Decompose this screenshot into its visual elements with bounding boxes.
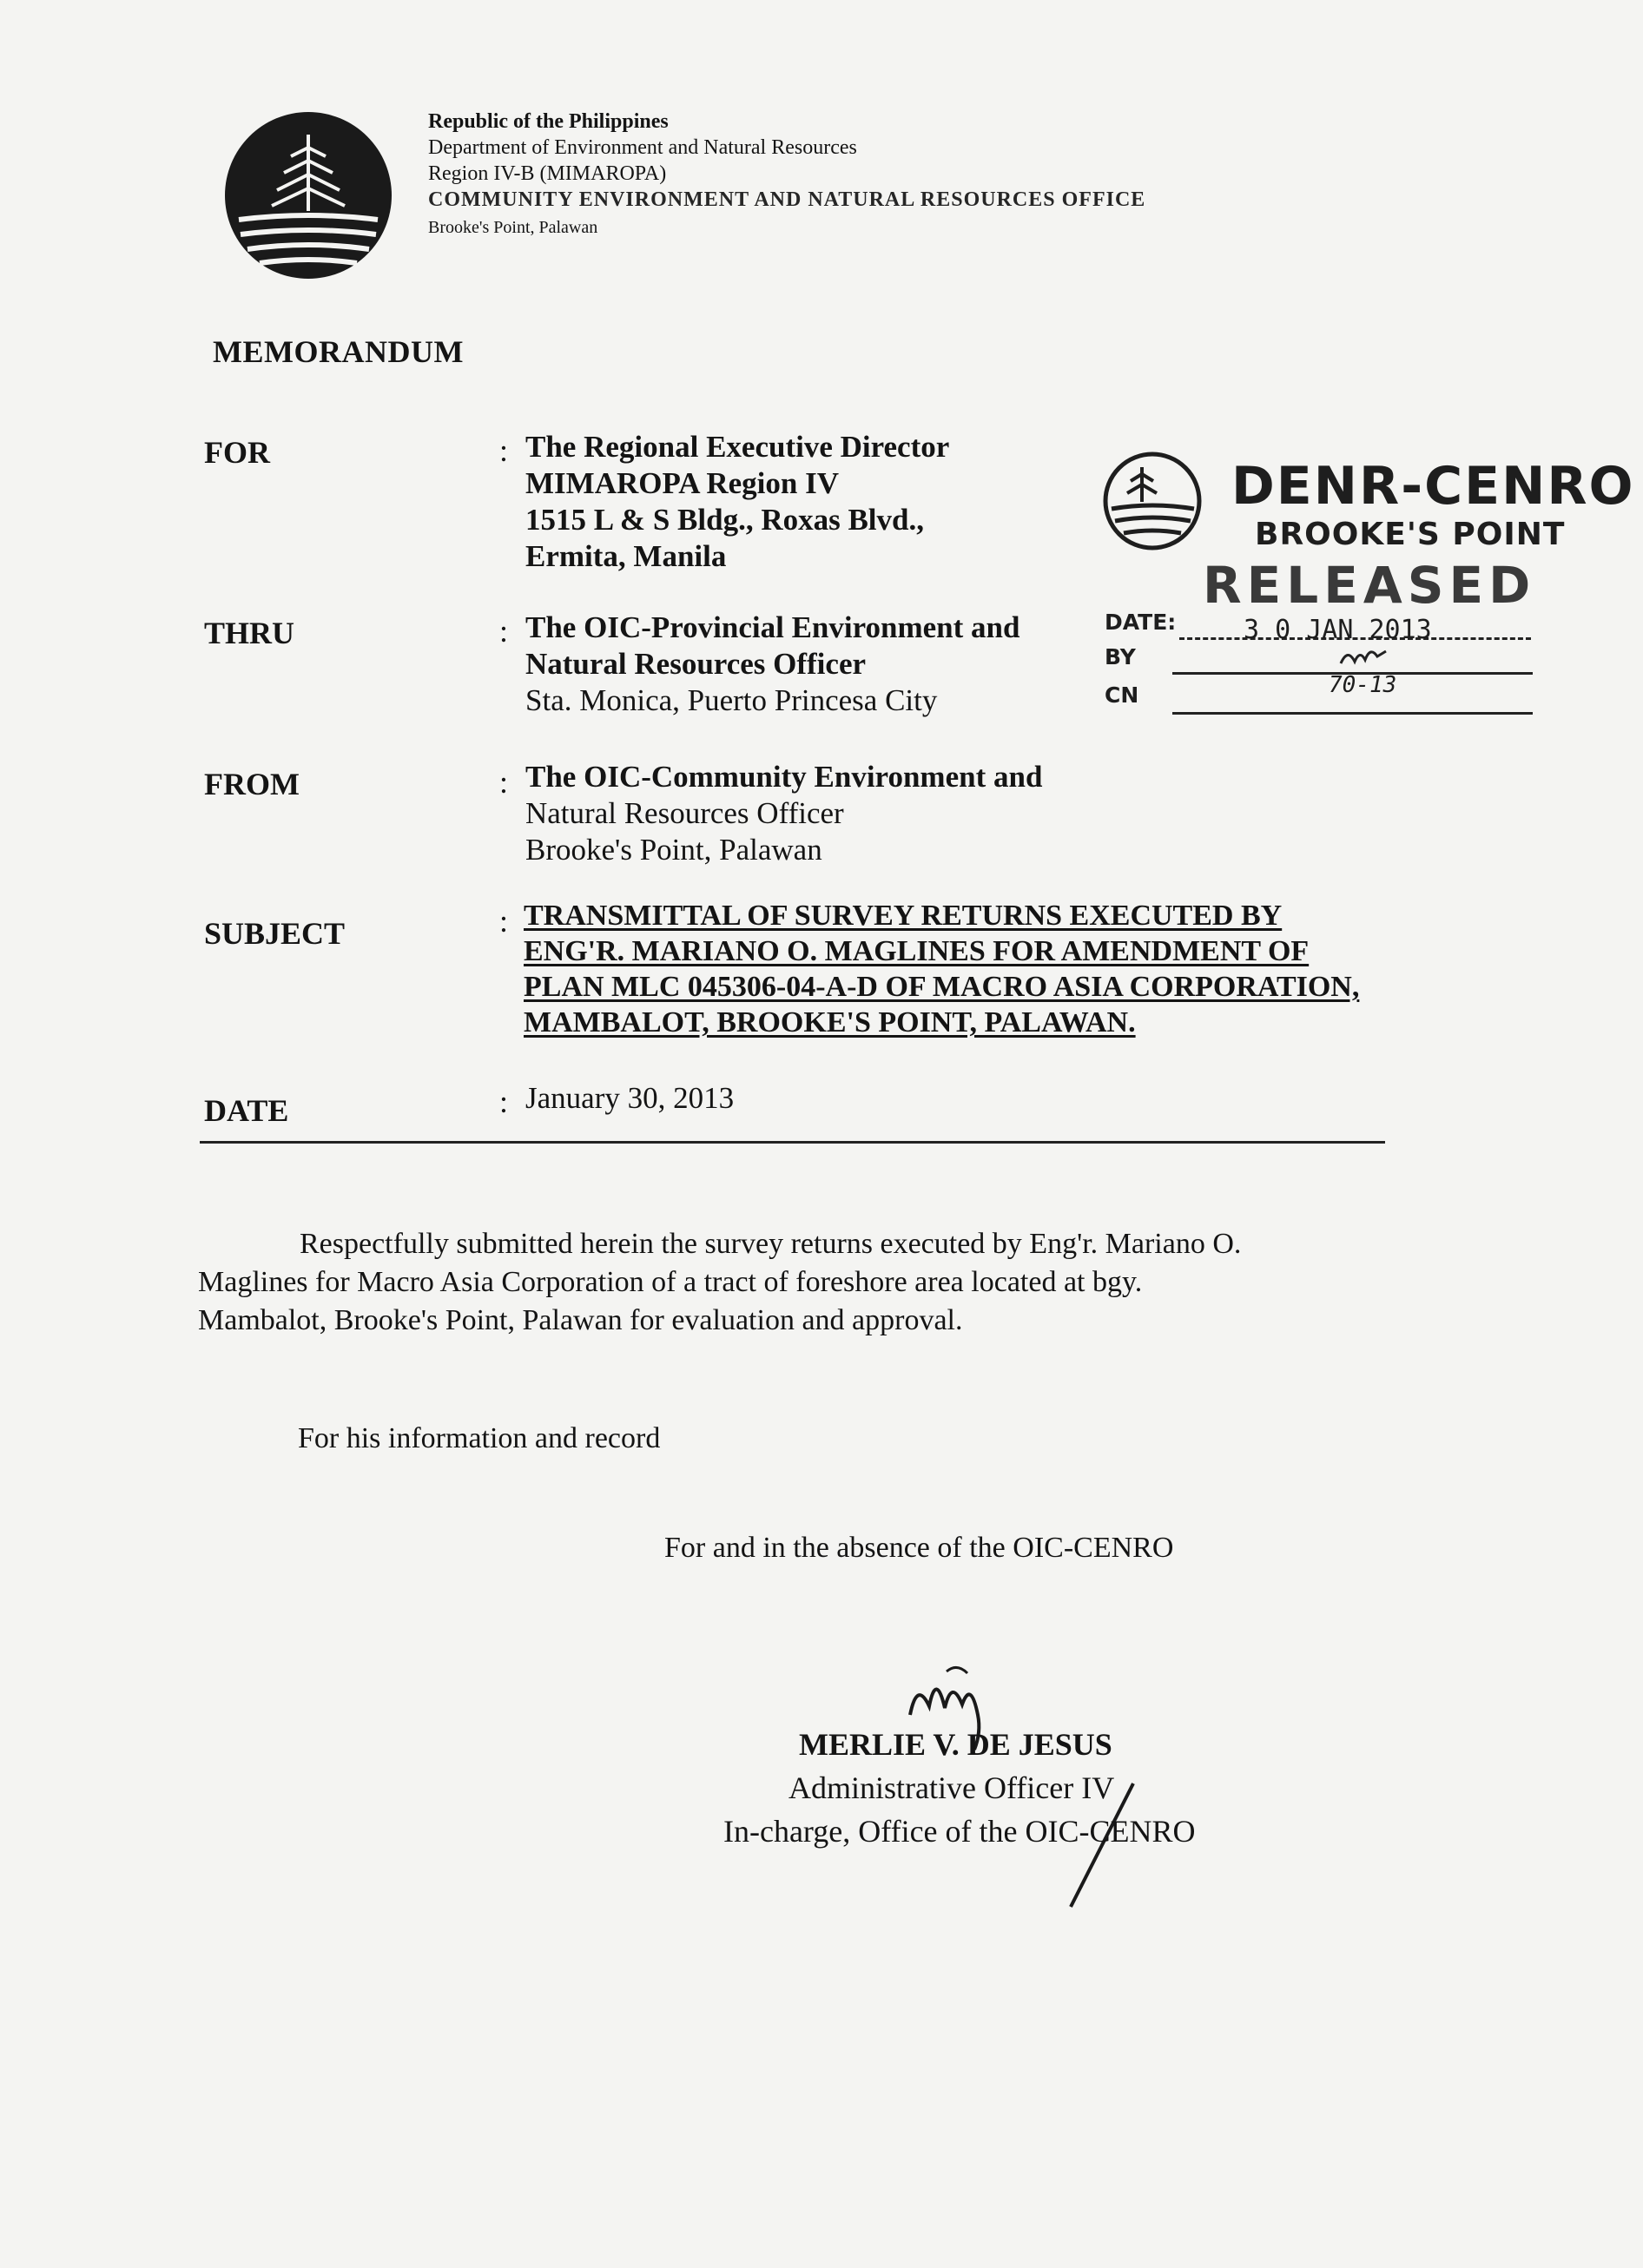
from-line: Natural Resources Officer (525, 796, 844, 830)
stamp-location: BROOKE'S POINT (1255, 517, 1566, 552)
stamp-released: RELEASED (1203, 556, 1536, 615)
for-address (525, 429, 949, 575)
for-colon: : (499, 433, 509, 468)
date-colon: : (499, 1085, 509, 1119)
thru-line: Sta. Monica, Puerto Princesa City (525, 683, 938, 717)
date-label: DATE (204, 1093, 289, 1128)
for-line: MIMAROPA Region IV (525, 466, 839, 500)
from-line: Brooke's Point, Palawan (525, 833, 822, 867)
body-paragraph-line: Maglines for Macro Asia Corporation of a tract of foreshore area located at bgy. (198, 1266, 1143, 1298)
thru-line: The OIC-Provincial Environment and (525, 610, 1020, 644)
stamp-by-initials (1337, 643, 1389, 672)
stamp-date-label: DATE: (1105, 610, 1177, 635)
subject-line: MAMBALOT, BROOKE'S POINT, PALAWAN. (524, 1006, 1136, 1038)
body-paragraph-line: Respectfully submitted herein the survey returns executed by Eng'r. Mariano O. (300, 1228, 1242, 1260)
subject-colon: : (499, 904, 509, 939)
letterhead-location: Brooke's Point, Palawan (428, 218, 598, 237)
signatory-office: In-charge, Office of the OIC-CENRO (723, 1814, 1196, 1849)
thru-line: Natural Resources Officer (525, 647, 867, 681)
letterhead-office: COMMUNITY ENVIRONMENT AND NATURAL RESOURCES OFFICE (428, 188, 1146, 211)
subject-line: PLAN MLC 045306-04-A-D OF MACRO ASIA CORPORATION, (524, 971, 1360, 1003)
thru-label: THRU (204, 616, 295, 650)
stamp-cn-line (1172, 712, 1533, 715)
thru-address (525, 610, 1019, 719)
body-paragraph-line: Mambalot, Brooke's Point, Palawan for evaluation and approval. (198, 1304, 963, 1336)
stamp-denr-logo (1103, 452, 1203, 551)
stamp-cn-value: 70-13 (1329, 672, 1397, 698)
for-line: 1515 L & S Bldg., Roxas Blvd., (525, 503, 924, 537)
signatory-title: Administrative Officer IV (789, 1770, 1115, 1805)
for-line: Ermita, Manila (525, 539, 727, 573)
subject-text (524, 898, 1359, 1040)
letterhead-republic: Republic of the Philippines (428, 110, 669, 133)
absence-line: For and in the absence of the OIC-CENRO (664, 1532, 1174, 1564)
thru-colon: : (499, 614, 509, 649)
stamp-office: DENR-CENRO (1231, 456, 1635, 517)
from-line: The OIC-Community Environment and (525, 760, 1043, 794)
letterhead-department: Department of Environment and Natural Resources (428, 136, 857, 159)
letterhead-region: Region IV-B (MIMAROPA) (428, 162, 667, 185)
from-colon: : (499, 765, 509, 800)
from-address (525, 759, 1042, 868)
stamp-date-value: 3 0 JAN 2013 (1244, 615, 1432, 645)
for-line: The Regional Executive Director (525, 430, 950, 464)
info-record-line: For his information and record (298, 1422, 661, 1454)
memo-title: MEMORANDUM (213, 334, 464, 369)
for-label: FOR (204, 435, 270, 470)
from-label: FROM (204, 767, 300, 801)
denr-seal-logo (221, 109, 395, 282)
header-divider (200, 1141, 1385, 1144)
subject-line: TRANSMITTAL OF SURVEY RETURNS EXECUTED BY (524, 900, 1283, 932)
signatory-name: MERLIE V. DE JESUS (799, 1727, 1112, 1762)
stamp-by-label: BY (1105, 644, 1136, 669)
subject-line: ENG'R. MARIANO O. MAGLINES FOR AMENDMENT OF (524, 935, 1310, 967)
stamp-cn-label: CN (1105, 682, 1139, 708)
subject-label: SUBJECT (204, 916, 346, 951)
date-value: January 30, 2013 (525, 1081, 735, 1115)
